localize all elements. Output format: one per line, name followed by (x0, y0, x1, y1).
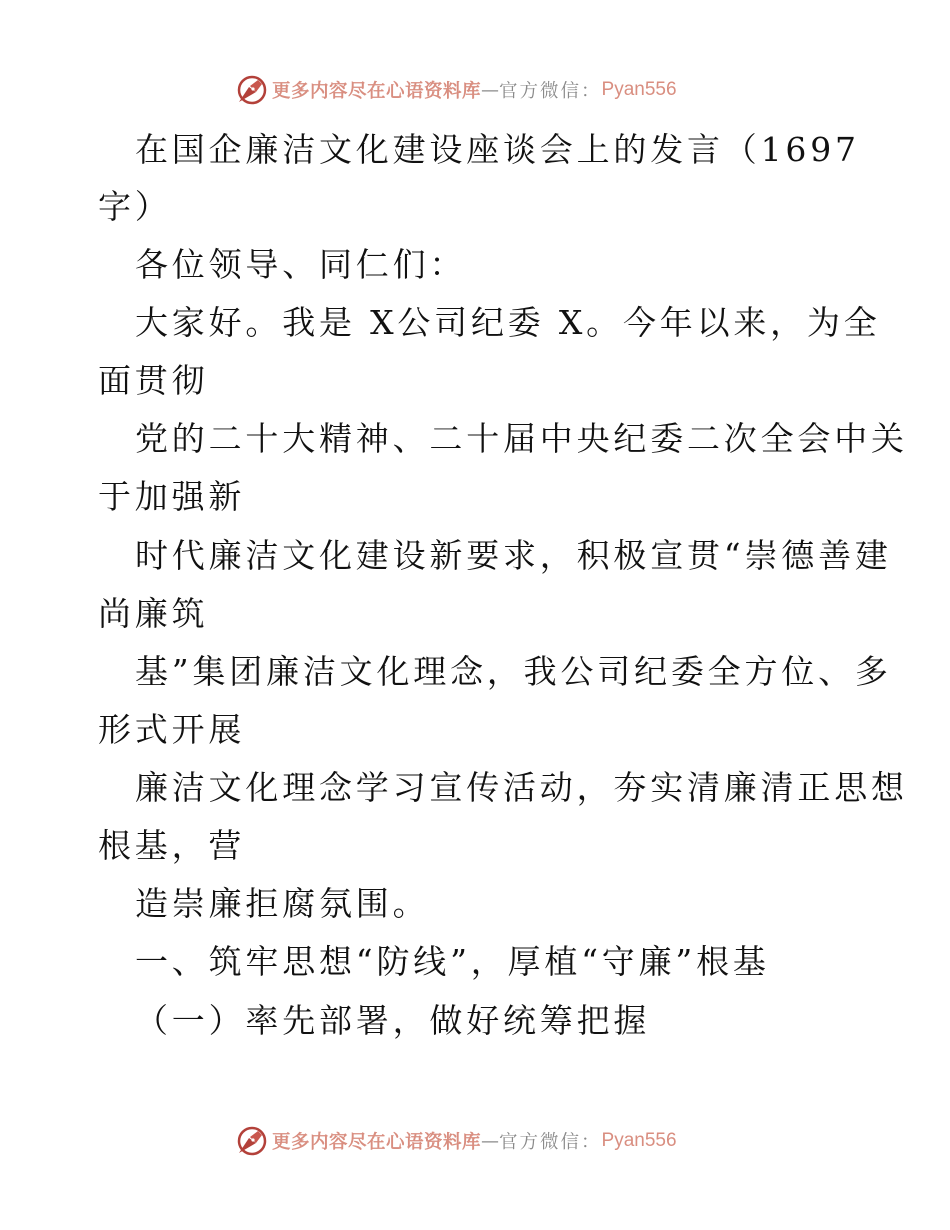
watermark-wechat-id: Pyan556 (601, 79, 677, 100)
paragraph-line: 大家好。我是 X公司纪委 X。今年以来，为全 (135, 303, 881, 342)
section-heading: 一、筑牢思想“防线”，厚植“守廉”根基 (135, 942, 770, 981)
watermark-banner-top (236, 73, 677, 107)
watermark-wechat-label: 官方微信： (499, 1132, 602, 1153)
watermark-wechat-label: 官方微信： (499, 81, 602, 102)
paragraph-line: 形式开展 (98, 710, 246, 749)
paragraph-line: 造崇廉拒腐氛围。 (135, 884, 430, 923)
paragraph-line: 廉洁文化理念学习宣传活动，夯实清廉清正思想 (135, 768, 908, 807)
paragraph-line: 时代廉洁文化建设新要求，积极宣贯“崇德善建 (135, 536, 892, 575)
watermark-slogan: 更多内容尽在心语资料库 (272, 1132, 482, 1153)
paragraph-line: 根基，营 (98, 826, 246, 865)
paragraph-line: 于加强新 (98, 477, 246, 516)
paragraph-line: 党的二十大精神、二十届中央纪委二次全会中关 (135, 419, 908, 458)
watermark-dash: — (481, 79, 500, 101)
watermark-banner-bottom (236, 1124, 677, 1158)
document-title-line-2: 字） (98, 187, 172, 226)
subsection-heading: （一）率先部署，做好统筹把握 (135, 1001, 651, 1040)
watermark-wechat-id: Pyan556 (601, 1130, 677, 1151)
paragraph-line: 基”集团廉洁文化理念，我公司纪委全方位、多 (135, 652, 892, 691)
watermark-slogan: 更多内容尽在心语资料库 (272, 81, 482, 102)
salutation-line: 各位领导、同仁们： (135, 245, 467, 284)
paragraph-line: 尚廉筑 (98, 594, 209, 633)
watermark-dash: — (481, 1130, 500, 1152)
pen-nib-logo-icon (236, 1125, 268, 1157)
document-title-line-1: 在国企廉洁文化建设座谈会上的发言（1697 (135, 130, 860, 169)
paragraph-line: 面贯彻 (98, 361, 209, 400)
pen-nib-logo-icon (236, 74, 268, 106)
